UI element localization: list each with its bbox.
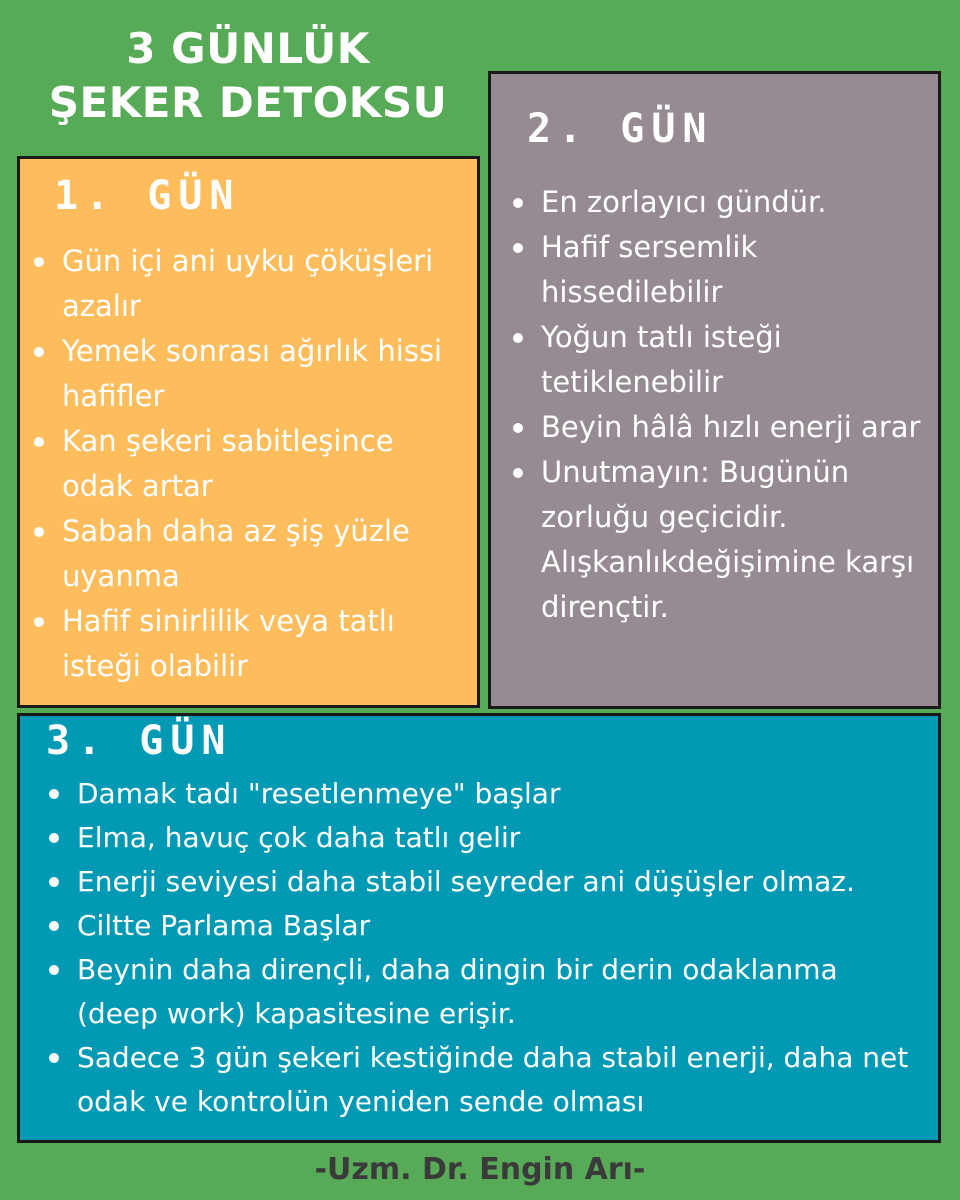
list-item: Hafif sersemlik hissedilebilir (541, 225, 931, 315)
day-1-list (62, 239, 472, 689)
list-item: En zorlayıcı gündür. (541, 180, 931, 225)
list-item: Gün içi ani uyku çöküşleri azalır (62, 239, 472, 329)
author-signature: -Uzm. Dr. Engin Arı- (314, 1152, 646, 1187)
list-item: Yoğun tatlı isteği tetiklenebilir (541, 315, 931, 405)
day-2-list (541, 180, 931, 630)
day-3-heading: 3. GÜN (46, 718, 233, 764)
day-2-card (488, 71, 941, 709)
day-3-list (77, 772, 927, 1124)
day-1-card (17, 156, 480, 708)
list-item: Hafif sinirlilik veya tatlı isteği olabilir (62, 599, 472, 689)
list-item: Sadece 3 gün şekeri kestiğinde daha stabil enerji, daha net odak ve kontrolün yeniden sende olması (77, 1036, 927, 1124)
list-item: Sabah daha az şiş yüzle uyanma (62, 509, 472, 599)
list-item: Ciltte Parlama Başlar (77, 904, 927, 948)
list-item: Elma, havuç çok daha tatlı gelir (77, 816, 927, 860)
list-item: Beynin daha dirençli, daha dingin bir derin odaklanma (deep work) kapasitesine erişir. (77, 948, 927, 1036)
day-3-card (17, 713, 941, 1143)
day-1-heading: 1. GÜN (54, 173, 241, 219)
list-item: Beyin hâlâ hızlı enerji arar (541, 405, 931, 450)
list-item: Kan şekeri sabitleşince odak artar (62, 419, 472, 509)
list-item: Enerji seviyesi daha stabil seyreder ani düşüşler olmaz. (77, 860, 927, 904)
list-item: Yemek sonrası ağırlık hissi hafifler (62, 329, 472, 419)
day-2-heading: 2. GÜN (527, 106, 714, 152)
title-line-1: 3 GÜNLÜK (126, 24, 370, 73)
poster-title (18, 22, 478, 130)
list-item: Damak tadı "resetlenmeye" başlar (77, 772, 927, 816)
list-item: Unutmayın: Bugünün zorluğu geçicidir. Alışkanlıkdeğişimine karşı dirençtir. (541, 450, 931, 630)
title-line-2: ŞEKER DETOKSU (48, 78, 448, 127)
